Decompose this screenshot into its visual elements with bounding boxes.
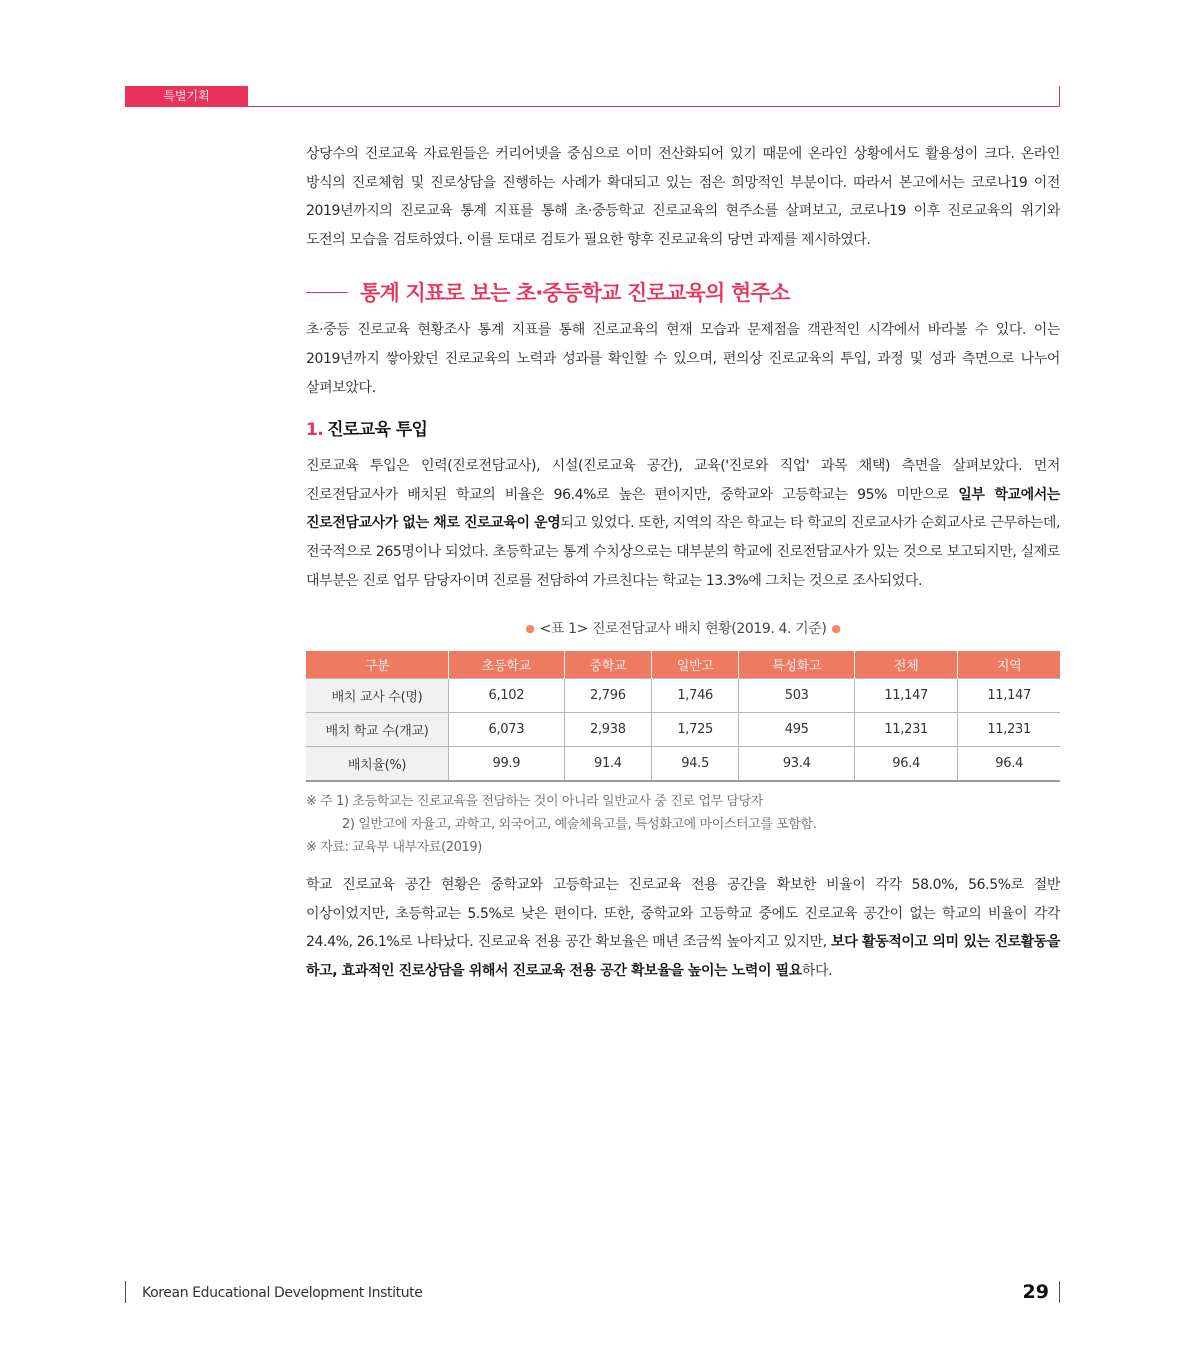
input-paragraph-text-1: 진로교육 투입은 인력(진로전담교사), 시설(진로교육 공간), 교육('진로와 직업' 과목 채택) 측면을 살펴보았다. 먼저 진로전담교사가 배치된 학교의 비율은 96.4%로 높은 편이지만, 중학교와 고등학교는 95% 미만으로 <box>306 458 1060 503</box>
table-cell: 96.4 <box>855 747 958 782</box>
table-cell: 96.4 <box>958 747 1060 782</box>
table-caption-text: <표 1> 진로전담교사 배치 현황(2019. 4. 기준) <box>539 621 827 638</box>
table-cell: 2,796 <box>564 679 651 713</box>
table-cell: 1,725 <box>652 713 739 747</box>
closing-paragraph <box>306 871 1060 985</box>
input-paragraph-text-2: 되고 있었다. 또한, 지역의 작은 학교는 타 학교의 진로교사가 순회교사로 근무하는데, 전국적으로 265명이나 되었다. 초등학교는 통계 수치상으로는 대부분의 학교에 진로전담교사가 있는 것으로 보고되지만, 실제로 대부분은 진로 업무 담당자이며 진로를 전담하여 가르친다는 학교는 13.3%에 그치는 것으로 조사되었다. <box>306 515 1060 589</box>
table-header-cell: 초등학교 <box>449 651 565 679</box>
subsection-heading-text: 진로교육 투입 <box>327 420 428 441</box>
section-heading <box>306 272 1060 312</box>
table-source: ※ 자료: 교육부 내부자료(2019) <box>306 840 482 856</box>
table-cell: 6,073 <box>449 713 565 747</box>
table-cell: 11,231 <box>855 713 958 747</box>
closing-paragraph-text-1: 학교 진로교육 공간 현황은 중학교와 고등학교는 진로교육 전용 공간을 확보한 비율이 각각 58.0%, 56.5%로 절반 이상이었지만, 초등학교는 5.5%로 낮은 편이다. 또한, 중학교와 고등학교 중에도 진로교육 공간이 없는 학교의 비율이 각각 24.4%, 26.1%로 나타났다. 진로교육 전용 공간 확보율은 매년 조금씩 높아지고 있지만, <box>306 877 1060 951</box>
footer-rule-left <box>125 1281 126 1303</box>
table-row-label: 배치 교사 수(명) <box>306 679 449 713</box>
table-cell: 91.4 <box>564 747 651 782</box>
footer-rule-right <box>1059 1281 1060 1303</box>
header-rule-end <box>1059 86 1060 107</box>
table-cell: 94.5 <box>652 747 739 782</box>
table-row-label: 배치율(%) <box>306 747 449 782</box>
header-rule <box>248 106 1060 107</box>
intro-paragraph: 상당수의 진로교육 자료원들은 커리어넷을 중심으로 이미 전산화되어 있기 때문에 온라인 상황에서도 활용성이 크다. 온라인 방식의 진로체험 및 진로상담을 진행하는 사례가 확대되고 있는 점은 희망적인 부분이다. 따라서 본고에서는 코로나19 이전 2019년까지의 진로교육 통계 지표를 통해 초·중등학교 진로교육의 현주소를 살펴보고, 코로나19 이후 진로교육의 위기와 도전의 모습을 검토하였다. 이를 토대로 검토가 필요한 향후 진로교육의 당면 과제를 제시하였다. <box>306 146 1060 248</box>
closing-paragraph-emphasis: 보다 활동적이고 의미 있는 진로활동을 하고, 효과적인 진로상담을 위해서 진로교육 전용 공간 확보율을 높이는 노력이 필요 <box>306 934 1060 979</box>
caption-bullet-icon: ● <box>831 622 841 636</box>
subsection-number: 1. <box>306 420 324 441</box>
table-cell: 6,102 <box>449 679 565 713</box>
table-cell: 495 <box>739 713 855 747</box>
table-cell: 2,938 <box>564 713 651 747</box>
table-note: 2) 일반고에 자율고, 과학고, 외국어고, 예술체육고를, 특성화고에 마이스터고를 포함함. <box>342 817 817 833</box>
table-cell: 11,231 <box>958 713 1060 747</box>
table-cell: 11,147 <box>855 679 958 713</box>
article-body <box>306 140 1060 986</box>
table-header-cell: 특성화고 <box>739 651 855 679</box>
table-cell: 99.9 <box>449 747 565 782</box>
table-cell: 1,746 <box>652 679 739 713</box>
table-cell: 93.4 <box>739 747 855 782</box>
footer-institute: Korean Educational Development Institute <box>142 1285 423 1301</box>
heading-dash <box>306 292 348 293</box>
table-row <box>306 713 1060 747</box>
input-paragraph-emphasis: 일부 학교에서는 진로전담교사가 없는 채로 진로교육이 운영 <box>306 486 1060 532</box>
table-header-cell: 중학교 <box>564 651 651 679</box>
table-row-label: 배치 학교 수(개교) <box>306 713 449 747</box>
table-note: ※ 주 1) 초등학교는 진로교육을 전담하는 것이 아니라 일반교사 중 진로 업무 담당자 <box>306 794 763 810</box>
table-caption <box>306 617 1060 641</box>
table-header-cell: 일반고 <box>652 651 739 679</box>
section-heading-text: 통계 지표로 보는 초·중등학교 진로교육의 현주소 <box>360 281 790 306</box>
section-paragraph: 초·중등 진로교육 현황조사 통계 지표를 통해 진로교육의 현재 모습과 문제점을 객관적인 시각에서 바라볼 수 있다. 이는 2019년까지 쌓아왔던 진로교육의 노력과 성과를 확인할 수 있으며, 편의상 진로교육의 투입, 과정 및 성과 측면으로 나누어 살펴보았다. <box>306 322 1060 396</box>
closing-paragraph-text-2: 하다. <box>801 962 833 979</box>
table-header-row <box>306 651 1060 679</box>
table-header-cell: 전체 <box>855 651 958 679</box>
table-row <box>306 679 1060 713</box>
table-header-cell: 구분 <box>306 651 449 679</box>
table-header-cell: 지역 <box>958 651 1060 679</box>
table-cell: 11,147 <box>958 679 1060 713</box>
table-row <box>306 747 1060 782</box>
teacher-placement-table <box>306 651 1060 782</box>
section-tag: 특별기획 <box>125 86 248 107</box>
page-number: 29 <box>1022 1281 1049 1303</box>
table-cell: 503 <box>739 679 855 713</box>
table-notes <box>306 790 1060 859</box>
subsection-heading <box>306 416 1060 444</box>
input-paragraph <box>306 452 1060 595</box>
caption-bullet-icon: ● <box>525 622 535 636</box>
